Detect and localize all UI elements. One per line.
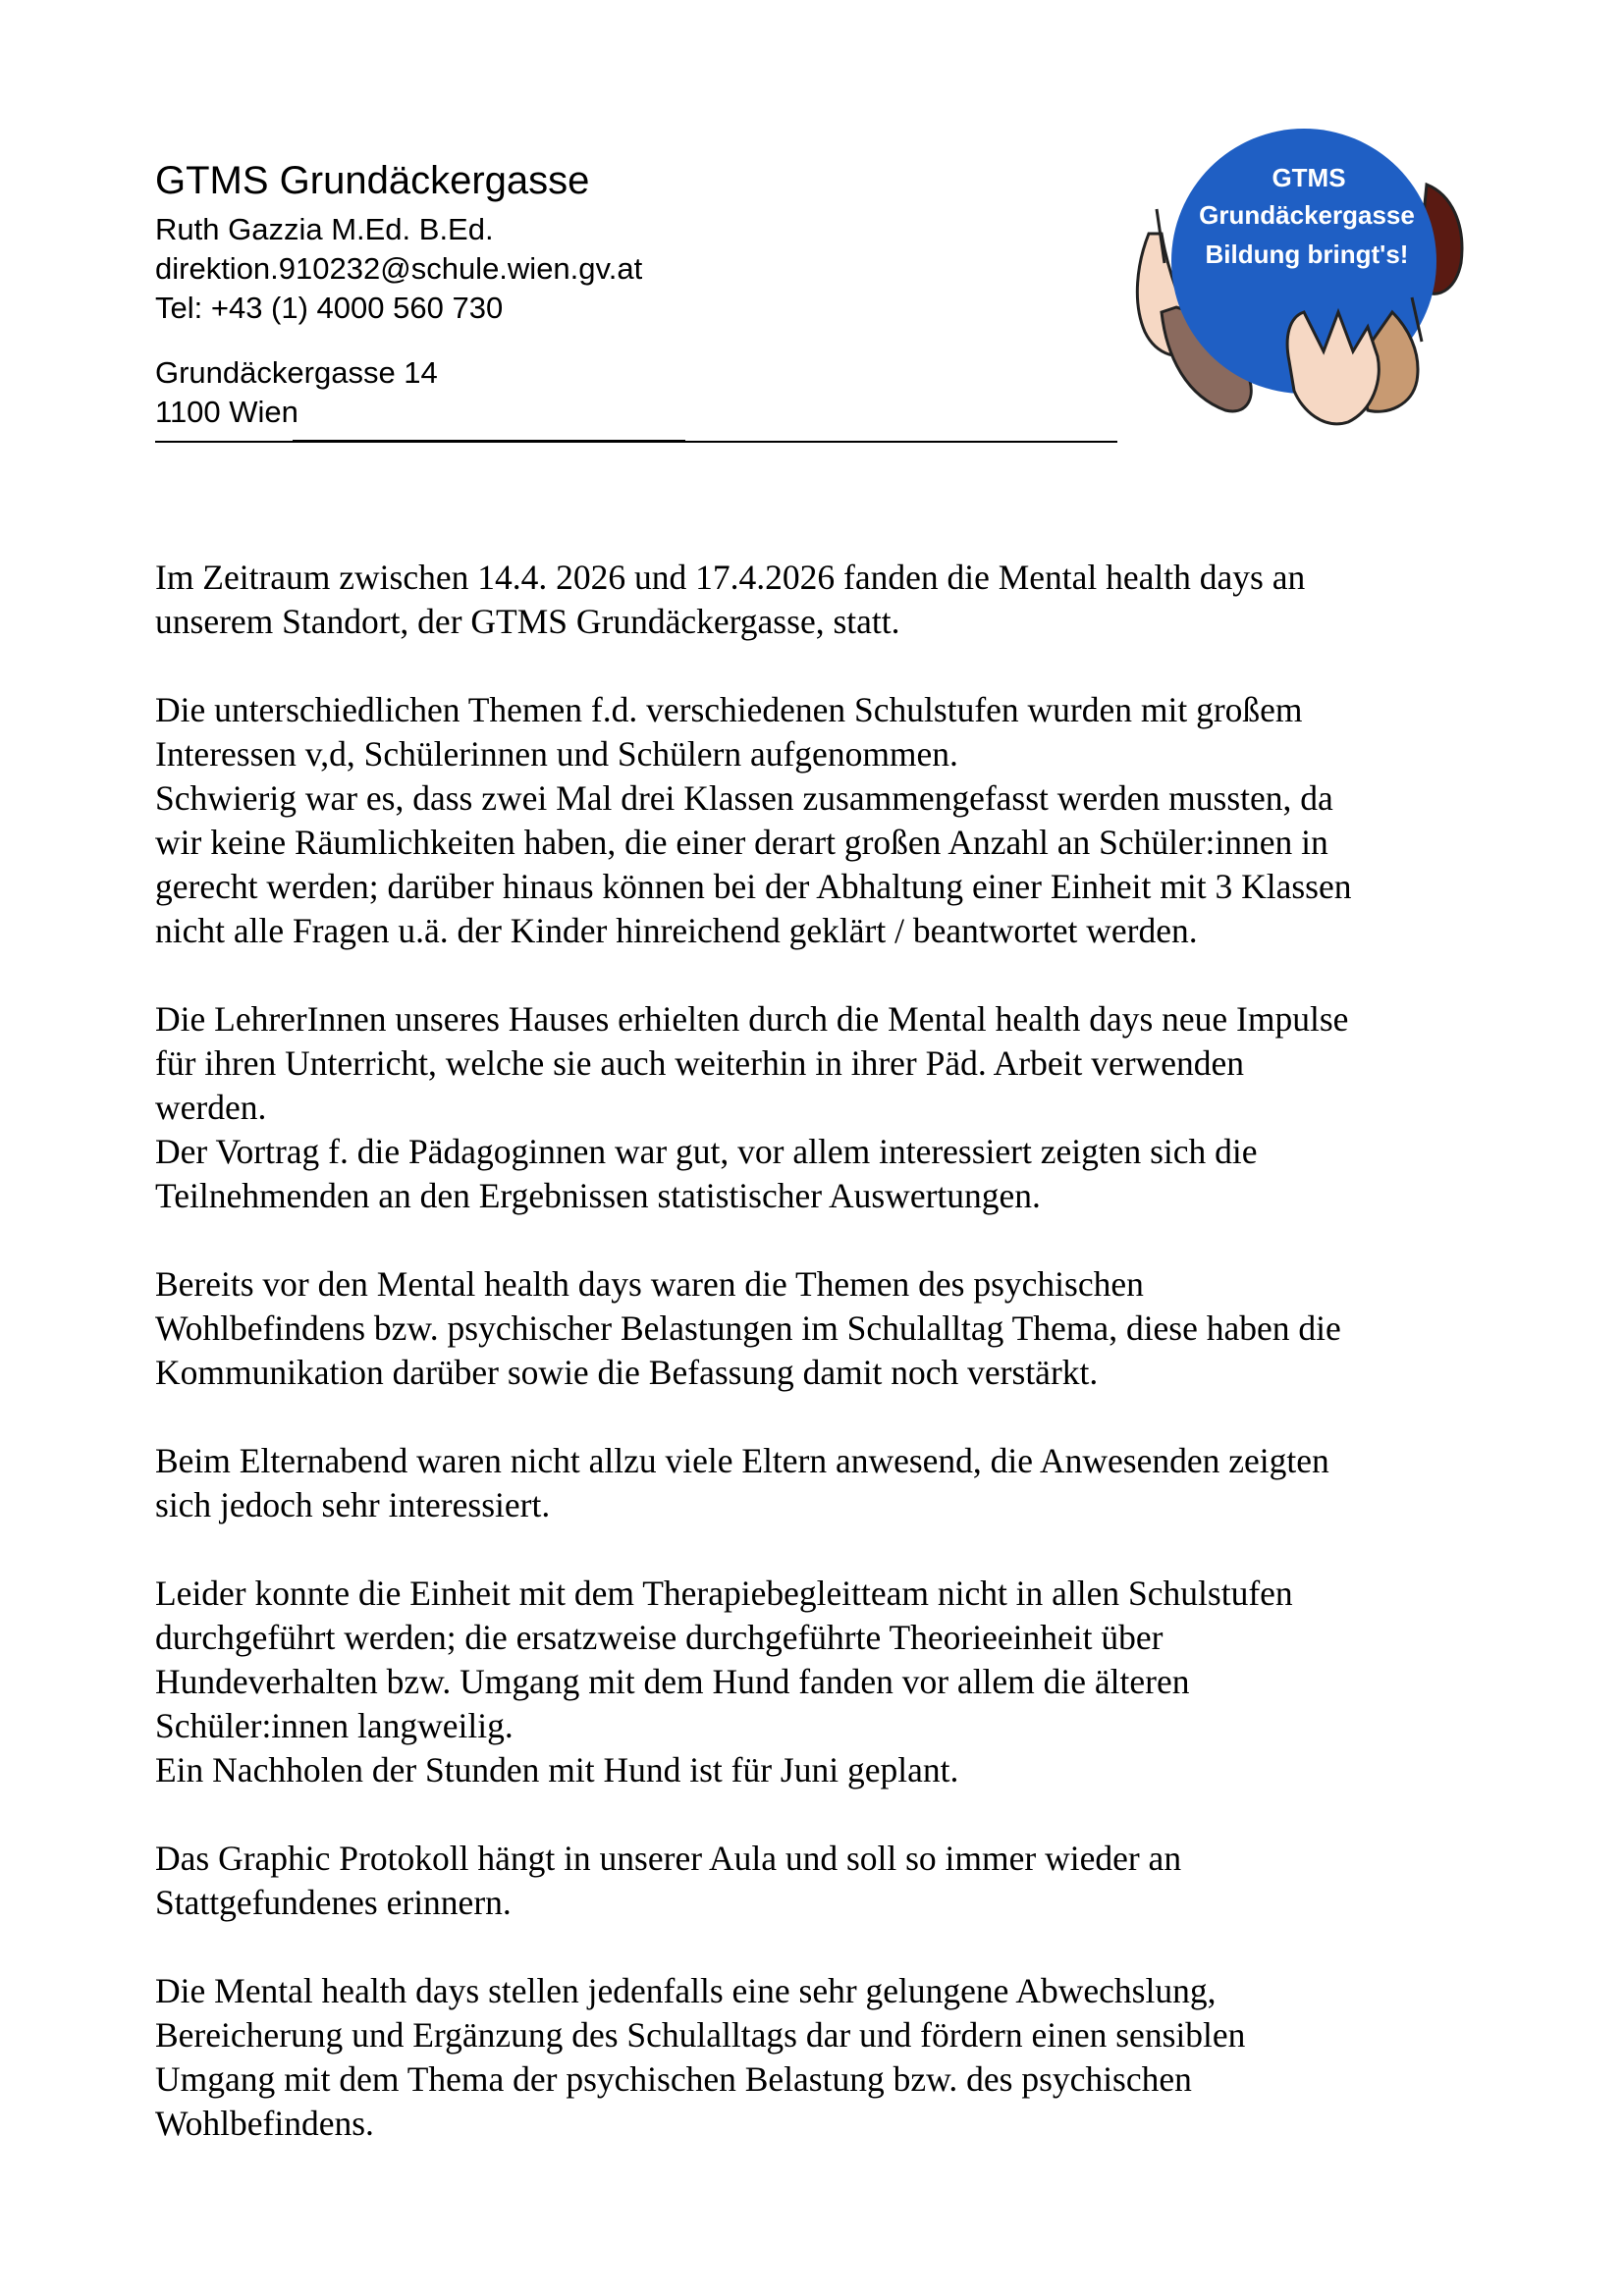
paragraph-line: Schüler:innen langweilig. <box>155 1706 514 1745</box>
paragraph-line: Die LehrerInnen unseres Hauses erhielten durch die Mental health days neue Impulse <box>155 999 1349 1039</box>
paragraph-line: Die unterschiedlichen Themen f.d. verschiedenen Schulstufen wurden mit großem <box>155 690 1303 729</box>
contact-email: direktion.910232@schule.wien.gv.at <box>155 251 643 286</box>
paragraph-line: wir keine Räumlichkeiten haben, die einer derart großen Anzahl an Schüler:innen in <box>155 823 1328 862</box>
paragraph-line: werden. <box>155 1088 267 1127</box>
body-paragraph <box>155 1262 1490 1395</box>
paragraph-line: Das Graphic Protokoll hängt in unserer Aula und soll so immer wieder an <box>155 1839 1182 1878</box>
paragraph-line: gerecht werden; darüber hinaus können bei der Abhaltung einer Einheit mit 3 Klassen <box>155 867 1352 906</box>
letterhead <box>155 157 1117 432</box>
body-paragraph <box>155 997 1490 1218</box>
address-block <box>155 353 1117 432</box>
paragraph-line: Bereicherung und Ergänzung des Schulalltags dar und fördern einen sensiblen <box>155 2015 1246 2055</box>
body-paragraph <box>155 1572 1490 1792</box>
hand-front-icon <box>1287 312 1379 424</box>
paragraph-line: Stattgefundenes erinnern. <box>155 1883 512 1922</box>
paragraph-line: unserem Standort, der GTMS Grundäckergasse, statt. <box>155 602 900 641</box>
letterhead-divider-accent <box>293 440 685 443</box>
paragraph-line: sich jedoch sehr interessiert. <box>155 1485 551 1524</box>
address-street: Grundäckergasse 14 <box>155 355 438 390</box>
paragraph-line: Wohlbefindens. <box>155 2104 374 2143</box>
address-city: 1100 Wien <box>155 395 298 429</box>
paragraph-line: nicht alle Fragen u.ä. der Kinder hinreichend geklärt / beantwortet werden. <box>155 911 1198 950</box>
paragraph-line: durchgeführt werden; die ersatzweise durchgeführte Theorieeinheit über <box>155 1618 1164 1657</box>
body-paragraph <box>155 1439 1490 1527</box>
school-logo <box>1127 116 1487 436</box>
letter-body <box>155 556 1490 2190</box>
paragraph-line: Beim Elternabend waren nicht allzu viele Eltern anwesend, die Anwesenden zeigten <box>155 1441 1329 1480</box>
paragraph-line: Kommunikation darüber sowie die Befassung damit noch verstärkt. <box>155 1353 1099 1392</box>
contact-name: Ruth Gazzia M.Ed. B.Ed. <box>155 212 494 246</box>
paragraph-line: Hundeverhalten bzw. Umgang mit dem Hund fanden vor allem die älteren <box>155 1662 1190 1701</box>
paragraph-line: für ihren Unterricht, welche sie auch weiterhin in ihrer Päd. Arbeit verwenden <box>155 1043 1244 1083</box>
paragraph-line: Interessen v,d, Schülerinnen und Schülern aufgenommen. <box>155 734 958 774</box>
paragraph-line: Wohlbefindens bzw. psychischer Belastungen im Schulalltag Thema, diese haben die <box>155 1308 1341 1348</box>
body-paragraph <box>155 1837 1490 1925</box>
school-name: GTMS Grundäckergasse <box>155 159 590 202</box>
logo-line2: Grundäckergasse <box>1199 200 1415 230</box>
paragraph-line: Im Zeitraum zwischen 14.4. 2026 und 17.4.2026 fanden die Mental health days an <box>155 558 1306 597</box>
paragraph-line: Der Vortrag f. die Pädagoginnen war gut, vor allem interessiert zeigten sich die <box>155 1132 1258 1171</box>
paragraph-line: Die Mental health days stellen jedenfalls eine sehr gelungene Abwechslung, <box>155 1971 1217 2010</box>
paragraph-line: Schwierig war es, dass zwei Mal drei Klassen zusammengefasst werden mussten, da <box>155 778 1333 818</box>
letterhead-divider <box>155 441 1117 443</box>
paragraph-line: Umgang mit dem Thema der psychischen Belastung bzw. des psychischen <box>155 2059 1192 2099</box>
paragraph-line: Teilnehmenden an den Ergebnissen statistischer Auswertungen. <box>155 1176 1041 1215</box>
contact-phone: Tel: +43 (1) 4000 560 730 <box>155 291 504 325</box>
body-paragraph <box>155 688 1490 953</box>
paragraph-line: Leider konnte die Einheit mit dem Therapiebegleitteam nicht in allen Schulstufen <box>155 1574 1293 1613</box>
logo-slogan: Bildung bringt's! <box>1205 240 1409 269</box>
logo-line1: GTMS <box>1272 163 1346 192</box>
body-paragraph <box>155 556 1490 644</box>
paragraph-line: Ein Nachholen der Stunden mit Hund ist für Juni geplant. <box>155 1750 959 1789</box>
paragraph-line: Bereits vor den Mental health days waren die Themen des psychischen <box>155 1264 1144 1304</box>
body-paragraph <box>155 1969 1490 2146</box>
